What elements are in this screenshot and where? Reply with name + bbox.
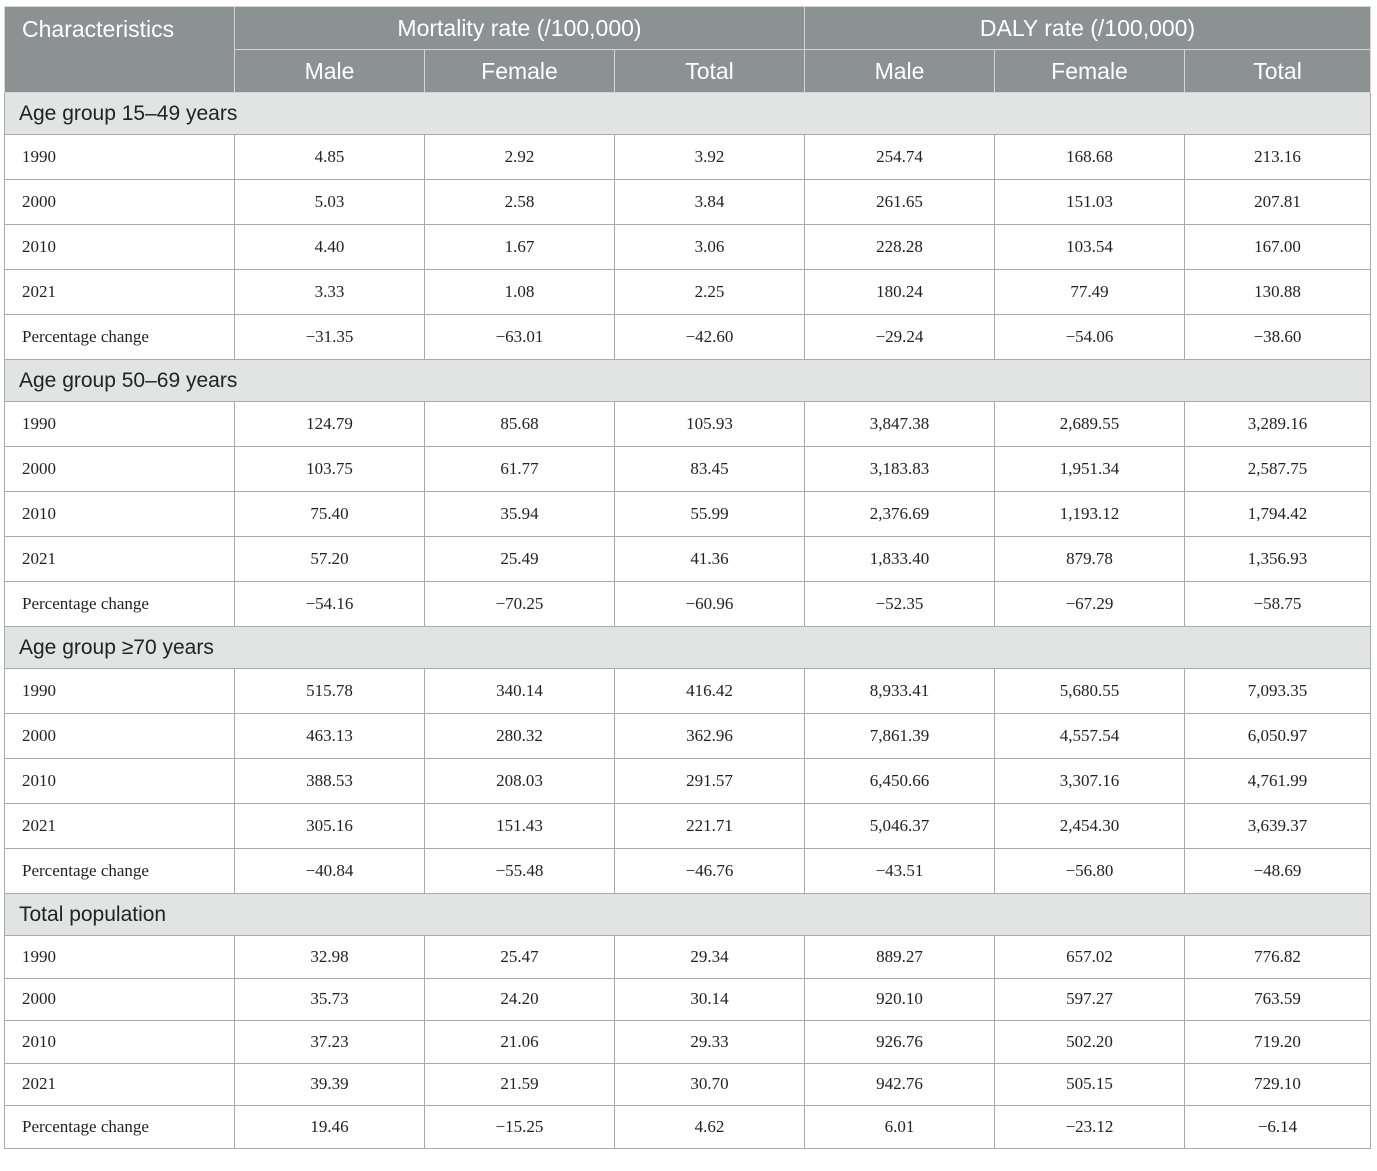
- table-cell: 1,193.12: [995, 492, 1185, 537]
- table-cell: 6,050.97: [1185, 714, 1371, 759]
- table-row: [5, 315, 1371, 360]
- section-total-population: [5, 894, 1371, 1149]
- table-cell: 362.96: [615, 714, 805, 759]
- table-cell: −42.60: [615, 315, 805, 360]
- table-cell: 1.08: [425, 270, 615, 315]
- table-row: [5, 714, 1371, 759]
- table-row: [5, 978, 1371, 1021]
- table-cell: 4,761.99: [1185, 759, 1371, 804]
- row-label: 2021: [5, 270, 235, 315]
- table-row: [5, 180, 1371, 225]
- table-cell: −31.35: [235, 315, 425, 360]
- table-cell: 2.92: [425, 135, 615, 180]
- row-label: Percentage change: [5, 315, 235, 360]
- table-cell: 926.76: [805, 1021, 995, 1064]
- section-title: Total population: [5, 894, 1371, 936]
- table-cell: 3,639.37: [1185, 804, 1371, 849]
- table-cell: 5,680.55: [995, 669, 1185, 714]
- table-cell: 942.76: [805, 1063, 995, 1106]
- row-label: 2010: [5, 492, 235, 537]
- table-row: [5, 492, 1371, 537]
- row-label: 2021: [5, 804, 235, 849]
- table-cell: 32.98: [235, 936, 425, 979]
- data-table: [4, 6, 1371, 1149]
- row-label: 2010: [5, 225, 235, 270]
- row-label: 2021: [5, 537, 235, 582]
- table-cell: 75.40: [235, 492, 425, 537]
- table-row: [5, 1063, 1371, 1106]
- row-label: 1990: [5, 402, 235, 447]
- table-cell: 291.57: [615, 759, 805, 804]
- table-cell: 280.32: [425, 714, 615, 759]
- table-cell: 221.71: [615, 804, 805, 849]
- table-row: [5, 759, 1371, 804]
- mortality-male-header: Male: [235, 50, 425, 93]
- table-cell: −56.80: [995, 849, 1185, 894]
- table-cell: 3,183.83: [805, 447, 995, 492]
- row-label: Percentage change: [5, 1106, 235, 1149]
- table-cell: −43.51: [805, 849, 995, 894]
- table-cell: −46.76: [615, 849, 805, 894]
- row-label: 1990: [5, 936, 235, 979]
- table-cell: 920.10: [805, 978, 995, 1021]
- table-cell: 416.42: [615, 669, 805, 714]
- characteristics-header: Characteristics: [5, 7, 235, 93]
- table-header: [5, 7, 1371, 93]
- table-row: [5, 849, 1371, 894]
- row-label: Percentage change: [5, 849, 235, 894]
- table-row: [5, 402, 1371, 447]
- table-cell: 505.15: [995, 1063, 1185, 1106]
- table-row: [5, 582, 1371, 627]
- table-cell: 25.49: [425, 537, 615, 582]
- table-row: [5, 804, 1371, 849]
- table-row: [5, 669, 1371, 714]
- table-cell: 3.92: [615, 135, 805, 180]
- table-cell: 719.20: [1185, 1021, 1371, 1064]
- table-cell: 2,454.30: [995, 804, 1185, 849]
- row-label: 2000: [5, 978, 235, 1021]
- table-cell: 41.36: [615, 537, 805, 582]
- section-title: Age group ≥70 years: [5, 627, 1371, 669]
- table-cell: 21.59: [425, 1063, 615, 1106]
- table-cell: 30.70: [615, 1063, 805, 1106]
- table-cell: 463.13: [235, 714, 425, 759]
- table-cell: 103.54: [995, 225, 1185, 270]
- table-row: [5, 135, 1371, 180]
- table-cell: 340.14: [425, 669, 615, 714]
- table-cell: 597.27: [995, 978, 1185, 1021]
- table-cell: 35.94: [425, 492, 615, 537]
- table-row: [5, 1021, 1371, 1064]
- table-cell: 151.03: [995, 180, 1185, 225]
- table-cell: 388.53: [235, 759, 425, 804]
- table-cell: 502.20: [995, 1021, 1185, 1064]
- table-cell: 7,093.35: [1185, 669, 1371, 714]
- table-cell: 3,307.16: [995, 759, 1185, 804]
- table-cell: 30.14: [615, 978, 805, 1021]
- row-label: 1990: [5, 669, 235, 714]
- row-label: 2000: [5, 447, 235, 492]
- table-cell: 5.03: [235, 180, 425, 225]
- table-cell: 207.81: [1185, 180, 1371, 225]
- row-label: 2000: [5, 714, 235, 759]
- table-cell: 889.27: [805, 936, 995, 979]
- table-cell: 2,376.69: [805, 492, 995, 537]
- table-cell: 305.16: [235, 804, 425, 849]
- table-cell: −55.48: [425, 849, 615, 894]
- table-cell: −60.96: [615, 582, 805, 627]
- section-age-15-49: [5, 93, 1371, 360]
- table-cell: 2.58: [425, 180, 615, 225]
- table-cell: −29.24: [805, 315, 995, 360]
- table-cell: 167.00: [1185, 225, 1371, 270]
- table-cell: −52.35: [805, 582, 995, 627]
- section-age-50-69: [5, 360, 1371, 627]
- section-title: Age group 50–69 years: [5, 360, 1371, 402]
- table-cell: −58.75: [1185, 582, 1371, 627]
- table-cell: 61.77: [425, 447, 615, 492]
- table-cell: −40.84: [235, 849, 425, 894]
- table-cell: 776.82: [1185, 936, 1371, 979]
- table-cell: 261.65: [805, 180, 995, 225]
- table-cell: 29.33: [615, 1021, 805, 1064]
- table-cell: 19.46: [235, 1106, 425, 1149]
- table-cell: 6.01: [805, 1106, 995, 1149]
- table-row: [5, 225, 1371, 270]
- table-row: [5, 447, 1371, 492]
- table-cell: 24.20: [425, 978, 615, 1021]
- row-label: Percentage change: [5, 582, 235, 627]
- table-cell: 228.28: [805, 225, 995, 270]
- table-cell: −63.01: [425, 315, 615, 360]
- table-cell: 3.84: [615, 180, 805, 225]
- daly-total-header: Total: [1185, 50, 1371, 93]
- table-cell: 2.25: [615, 270, 805, 315]
- table-row: [5, 537, 1371, 582]
- table-cell: 254.74: [805, 135, 995, 180]
- table-cell: 130.88: [1185, 270, 1371, 315]
- table-cell: −48.69: [1185, 849, 1371, 894]
- table-cell: 1,356.93: [1185, 537, 1371, 582]
- table-cell: 3.06: [615, 225, 805, 270]
- mortality-rate-header: Mortality rate (/100,000): [235, 7, 805, 50]
- table-cell: 657.02: [995, 936, 1185, 979]
- table-cell: −54.16: [235, 582, 425, 627]
- daly-rate-header: DALY rate (/100,000): [805, 7, 1371, 50]
- table-cell: 105.93: [615, 402, 805, 447]
- table-cell: 729.10: [1185, 1063, 1371, 1106]
- table-cell: 1,794.42: [1185, 492, 1371, 537]
- table-cell: −67.29: [995, 582, 1185, 627]
- row-label: 2010: [5, 759, 235, 804]
- table-cell: 57.20: [235, 537, 425, 582]
- table-cell: 213.16: [1185, 135, 1371, 180]
- table-cell: 7,861.39: [805, 714, 995, 759]
- row-label: 2021: [5, 1063, 235, 1106]
- daly-male-header: Male: [805, 50, 995, 93]
- table-cell: 2,587.75: [1185, 447, 1371, 492]
- table-cell: 4,557.54: [995, 714, 1185, 759]
- table-cell: 1,833.40: [805, 537, 995, 582]
- table-cell: 83.45: [615, 447, 805, 492]
- table-cell: −15.25: [425, 1106, 615, 1149]
- table-cell: 25.47: [425, 936, 615, 979]
- table-cell: −70.25: [425, 582, 615, 627]
- table-cell: 208.03: [425, 759, 615, 804]
- table-cell: 85.68: [425, 402, 615, 447]
- table-cell: 4.85: [235, 135, 425, 180]
- row-label: 1990: [5, 135, 235, 180]
- section-age-70-plus: [5, 627, 1371, 894]
- table-cell: 515.78: [235, 669, 425, 714]
- table-row: [5, 1106, 1371, 1149]
- table-cell: 180.24: [805, 270, 995, 315]
- table-cell: 5,046.37: [805, 804, 995, 849]
- table-cell: −38.60: [1185, 315, 1371, 360]
- row-label: 2000: [5, 180, 235, 225]
- table-cell: 879.78: [995, 537, 1185, 582]
- daly-female-header: Female: [995, 50, 1185, 93]
- table-cell: 8,933.41: [805, 669, 995, 714]
- table-cell: 77.49: [995, 270, 1185, 315]
- table-row: [5, 270, 1371, 315]
- table-cell: 151.43: [425, 804, 615, 849]
- row-label: 2010: [5, 1021, 235, 1064]
- table-row: [5, 936, 1371, 979]
- table-cell: 3.33: [235, 270, 425, 315]
- table-cell: 6,450.66: [805, 759, 995, 804]
- table-cell: −23.12: [995, 1106, 1185, 1149]
- table-cell: 21.06: [425, 1021, 615, 1064]
- mortality-total-header: Total: [615, 50, 805, 93]
- table-cell: −54.06: [995, 315, 1185, 360]
- table-cell: 763.59: [1185, 978, 1371, 1021]
- table-cell: 2,689.55: [995, 402, 1185, 447]
- table-cell: 39.39: [235, 1063, 425, 1106]
- table-cell: 1,951.34: [995, 447, 1185, 492]
- table-cell: 3,847.38: [805, 402, 995, 447]
- table-cell: 168.68: [995, 135, 1185, 180]
- table-cell: 3,289.16: [1185, 402, 1371, 447]
- table-cell: 103.75: [235, 447, 425, 492]
- table-cell: 35.73: [235, 978, 425, 1021]
- mortality-female-header: Female: [425, 50, 615, 93]
- table-cell: 4.40: [235, 225, 425, 270]
- table-cell: 55.99: [615, 492, 805, 537]
- table-cell: 1.67: [425, 225, 615, 270]
- table-cell: 124.79: [235, 402, 425, 447]
- table-cell: 37.23: [235, 1021, 425, 1064]
- table-cell: 29.34: [615, 936, 805, 979]
- table-cell: 4.62: [615, 1106, 805, 1149]
- section-title: Age group 15–49 years: [5, 93, 1371, 135]
- table-cell: −6.14: [1185, 1106, 1371, 1149]
